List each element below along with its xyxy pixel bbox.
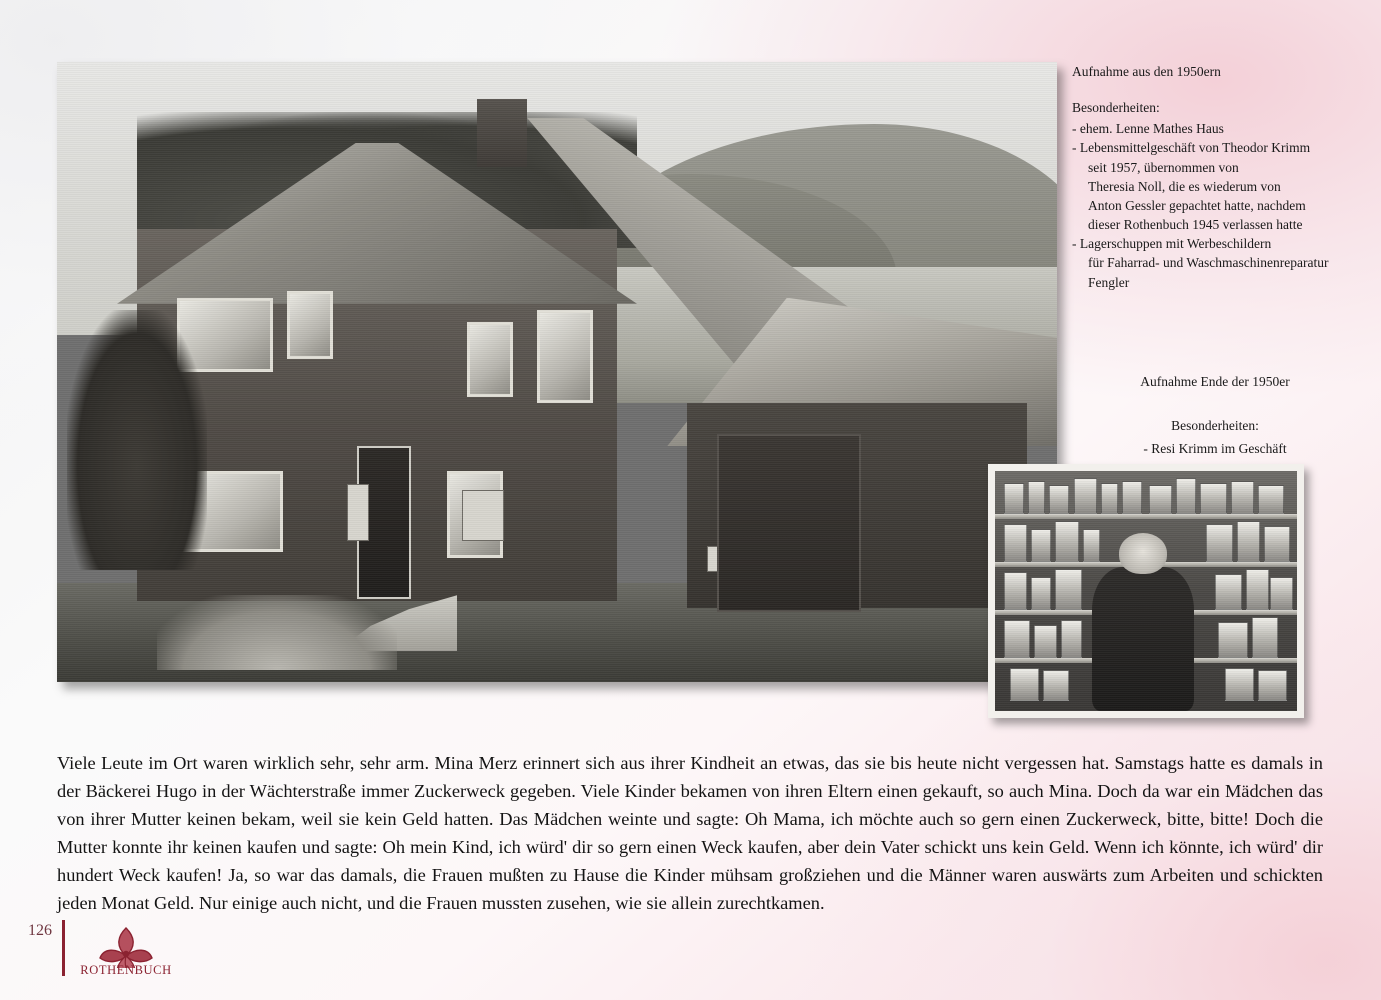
photo-window — [467, 322, 513, 396]
photo-shop-sign — [462, 490, 504, 542]
historic-house-photo — [57, 62, 1057, 682]
shop-goods — [1034, 625, 1057, 658]
caption-bottom-title: Aufnahme Ende der 1950er — [1140, 374, 1290, 389]
photo-bush — [67, 310, 207, 570]
shop-goods — [1215, 574, 1241, 610]
shop-goods — [1101, 483, 1118, 514]
shop-goods — [1200, 483, 1226, 514]
caption-bottom-item: - Resi Krimm im Geschäft — [1143, 440, 1287, 456]
caption-bottom — [1072, 372, 1358, 459]
shop-goods — [1176, 478, 1196, 514]
photo-barn-door — [717, 434, 861, 612]
body-paragraph: Viele Leute im Ort waren wirklich sehr, sehr arm. Mina Merz erinnert sich aus ihrer Kindheit an etwas, das sie bis heute nicht vergessen hat. Samstags hatte es damals in der Bäckerei Hugo in der Wächterstraße immer Zuckerweck gegeben. Viele Kinder bekamen von ihren Eltern einen gekauft, so auch Mina. Doch da war ein Mädchen das von ihrer Mutter keinen bekam, weil sie kein Geld hatten. Das Mädchen weinte und sagte: Oh Mama, ich möchte auch so gern einen Zuckerweck, bitte, bitte! Doch die Mutter konnte ihr keinen kaufen und sagte: Oh mein Kind, ich würd' dir so gern einen Weck kaufen, aber dein Vater schickt uns kein Geld. Wenn ich könnte, ich würd' dir hundert Weck kaufen! Ja, so war das damals, die Frauen mußten zu Hause die Kinder mühsam großziehen und die Männer waren auswärts zum Arbeiten und schickten jeden Monat Geld. Nur einige auch nicht, und die Frauen mussten zusehen, wie sie allein zurechtkamen. — [57, 753, 1323, 913]
caption-top-item-cont: für Faharrad- und Waschmaschinenreparatur — [1088, 255, 1329, 271]
shop-goods — [1225, 668, 1254, 701]
shop-goods — [1043, 670, 1069, 701]
photo-window — [287, 291, 333, 359]
caption-top-heading: Besonderheiten: — [1072, 100, 1160, 116]
shop-goods — [1004, 524, 1027, 562]
caption-top-item — [1072, 119, 1358, 138]
caption-top — [1072, 62, 1358, 292]
caption-top-item — [1072, 234, 1358, 291]
shopkeeper-figure — [1092, 567, 1195, 711]
logo-text: ROTHENBUCH — [80, 963, 172, 977]
shop-goods — [1031, 577, 1051, 610]
shop-goods — [1055, 521, 1078, 561]
shop-goods — [1004, 620, 1030, 658]
shop-goods — [1028, 481, 1045, 514]
shop-goods — [1149, 485, 1172, 513]
caption-top-item-text: - Lebensmittelgeschäft von Theodor Krimm — [1072, 140, 1311, 156]
shop-goods — [1246, 569, 1269, 609]
caption-bottom-heading: Besonderheiten: — [1171, 418, 1259, 434]
shop-goods — [1122, 481, 1142, 514]
shop-goods — [1004, 572, 1027, 610]
shop-goods — [1055, 569, 1081, 609]
caption-top-item-cont: seit 1957, übernommen von — [1088, 159, 1239, 175]
shop-goods — [1258, 670, 1287, 701]
shop-goods — [1231, 481, 1254, 514]
shop-goods — [1074, 478, 1097, 514]
grocery-shop-interior-photo — [988, 464, 1304, 718]
shop-goods — [1049, 485, 1069, 513]
shop-goods — [1237, 521, 1260, 561]
caption-top-item-cont: Fengler — [1088, 274, 1130, 290]
caption-top-title: Aufnahme aus den 1950ern — [1072, 64, 1221, 79]
photo-shop-sign — [347, 484, 369, 542]
shop-goods — [1252, 617, 1278, 657]
shop-goods — [1264, 526, 1290, 562]
shop-goods — [1206, 524, 1232, 562]
shop-goods — [1031, 529, 1051, 562]
shop-goods — [1218, 622, 1247, 658]
footer-rule — [62, 920, 65, 976]
shop-goods — [1270, 577, 1293, 610]
caption-top-item-cont: Anton Gessler gepachtet hatte, nachdem — [1088, 197, 1306, 213]
caption-top-item-text: - Lagerschuppen mit Werbeschildern — [1072, 236, 1272, 252]
shop-goods — [1010, 668, 1039, 701]
caption-top-list — [1072, 119, 1358, 291]
shop-goods — [1004, 483, 1024, 514]
photo-chimney — [477, 99, 527, 167]
photo-dirt-pile — [157, 595, 397, 669]
caption-top-item — [1072, 138, 1358, 234]
caption-top-item-cont: dieser Rothenbuch 1945 verlassen hatte — [1088, 217, 1303, 233]
shop-shelf — [995, 514, 1297, 519]
caption-top-item-cont: Theresia Noll, die es wiederum von — [1088, 178, 1281, 194]
shop-goods — [1258, 485, 1284, 513]
page-number: 126 — [28, 922, 52, 939]
caption-top-item-text: - ehem. Lenne Mathes Haus — [1072, 121, 1224, 137]
shop-goods — [1061, 620, 1081, 658]
shop-goods — [1083, 529, 1100, 562]
shopkeeper-head — [1119, 533, 1167, 574]
photo-window — [537, 310, 593, 403]
